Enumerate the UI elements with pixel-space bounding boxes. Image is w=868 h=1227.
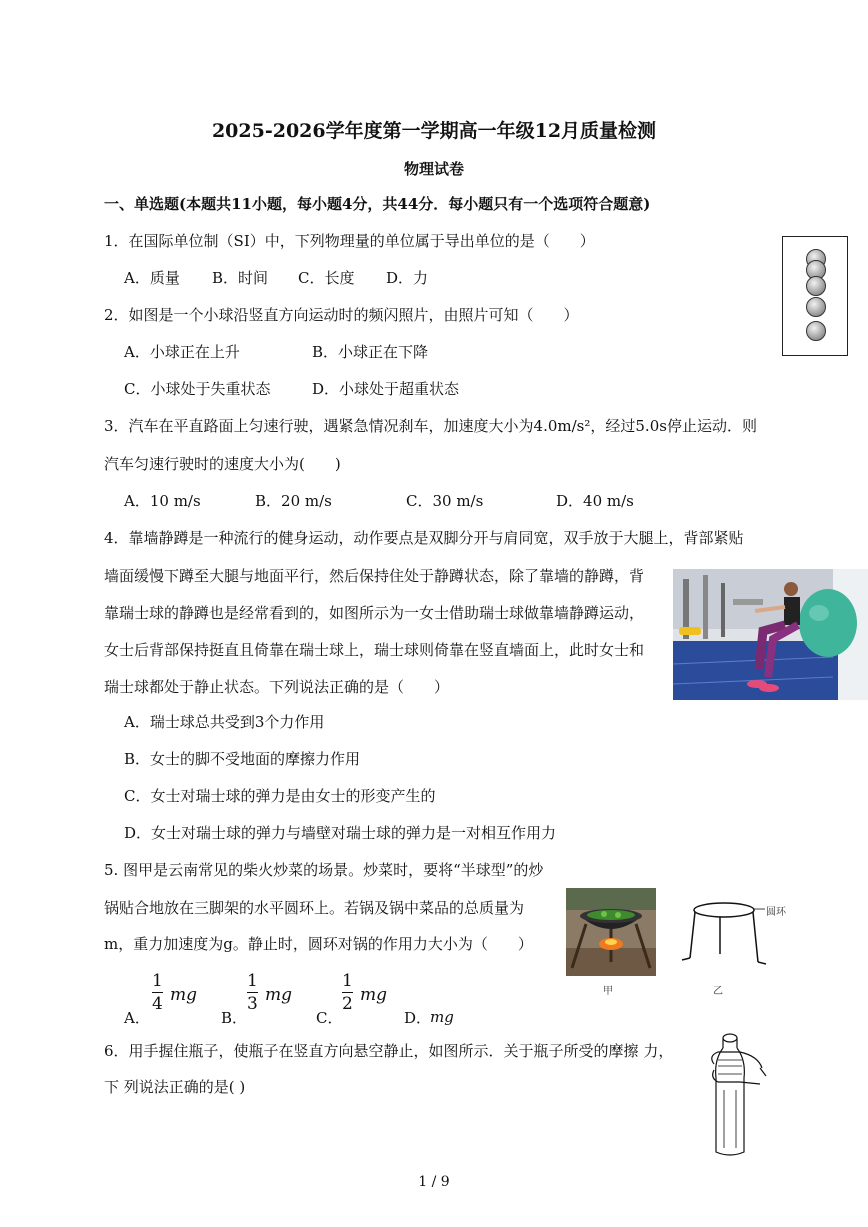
figure-label-ring: 圆环 — [766, 907, 786, 918]
figure-caption-yi: 乙 — [713, 986, 723, 997]
question-6-line2: 下 列说法正确的是( ) — [104, 1078, 246, 1096]
q4-option-c: C．女士对瑞士球的弹力是由女士的形变产生的 — [124, 787, 436, 805]
q2-option-a: A．小球正在上升 — [124, 343, 240, 361]
wall-squat-photo — [673, 569, 868, 700]
question-1-stem: 1．在国际单位制（SI）中，下列物理量的单位属于导出单位的是（ ） — [104, 232, 595, 250]
question-6-line1: 6．用手握住瓶子，使瓶子在竖直方向悬空静止，如图所示．关于瓶子所受的摩擦 力， — [104, 1042, 674, 1060]
q4-option-d: D．女士对瑞士球的弹力与墙壁对瑞士球的弹力是一对相互作用力 — [124, 824, 557, 842]
question-4-line3: 靠瑞士球的静蹲也是经常看到的，如图所示为一女士借助瑞士球做靠墙静蹲运动， — [104, 604, 645, 622]
q5-option-b-label: B． — [221, 1009, 248, 1027]
hand-bottle-figure — [700, 1030, 770, 1160]
q4-option-a: A．瑞士球总共受到3个力作用 — [124, 713, 325, 731]
question-4-line1: 4．靠墙静蹲是一种流行的健身运动，动作要点是双脚分开与肩同宽，双手放于大腿上，背部紧贴 — [104, 529, 744, 547]
q5-option-b-fraction — [247, 971, 258, 1014]
strobe-ball — [807, 277, 826, 296]
question-5-line2: 锅贴合地放在三脚架的水平圆环上。若锅及锅中菜品的总质量为 — [104, 899, 525, 917]
fraction-numerator: 1 — [342, 971, 353, 991]
q2-option-d: D．小球处于超重状态 — [312, 380, 460, 398]
q5-option-c-mg: mg — [360, 985, 388, 1005]
q5-option-c-label: C． — [316, 1009, 343, 1027]
q1-option-c: C．长度 — [298, 269, 355, 287]
question-4-line4: 女士后背部保持挺直且倚靠在瑞士球上，瑞士球则倚靠在竖直墙面上，此时女士和 — [104, 641, 645, 659]
section-heading: 一、单选题(本题共11小题，每小题4分，共44分．每小题只有一个选项符合题意) — [104, 195, 651, 213]
fraction-denominator: 4 — [152, 994, 163, 1014]
figure-caption-jia: 甲 — [603, 986, 613, 997]
tripod-ring-diagram — [678, 896, 778, 972]
q5-option-c-fraction — [342, 971, 353, 1014]
page-subtitle: 物理试卷 — [403, 160, 464, 178]
strobe-photo-figure — [782, 236, 848, 356]
q5-option-a-label: A． — [124, 1009, 150, 1027]
q2-option-b: B．小球正在下降 — [312, 343, 429, 361]
wok-photo — [566, 888, 656, 976]
q3-option-c: C．30 m/s — [406, 492, 484, 510]
page-number: 1 / 9 — [418, 1174, 450, 1190]
q2-option-c: C．小球处于失重状态 — [124, 380, 271, 398]
strobe-ball — [807, 298, 826, 317]
q3-option-d: D．40 m/s — [556, 492, 634, 510]
q5-option-a-fraction — [152, 971, 163, 1014]
fraction-numerator: 1 — [247, 971, 258, 991]
fraction-denominator: 3 — [247, 994, 258, 1014]
question-4-line5: 瑞士球都处于静止状态。下列说法正确的是（ ） — [104, 678, 450, 696]
question-4-line2: 墙面缓慢下蹲至大腿与地面平行，然后保持住处于静蹲状态，除了靠墙的静蹲，背 — [104, 567, 645, 585]
strobe-ball — [807, 322, 826, 341]
q5-option-d-label: D． — [404, 1009, 432, 1027]
q5-option-a-mg: mg — [170, 985, 198, 1005]
q1-option-a: A．质量 — [124, 269, 180, 287]
fraction-denominator: 2 — [342, 994, 353, 1014]
q3-option-a: A．10 m/s — [124, 492, 201, 510]
page-title: 2025-2026学年度第一学期高一年级12月质量检测 — [211, 120, 657, 142]
q5-option-d-mg: mg — [430, 1008, 454, 1026]
question-3-stem-line2: 汽车匀速行驶时的速度大小为( ) — [104, 455, 341, 473]
fraction-numerator: 1 — [152, 971, 163, 991]
question-5-line1: 5. 图甲是云南常见的柴火炒菜的场景。炒菜时，要将“半球型”的炒 — [104, 861, 544, 879]
question-2-stem: 2．如图是一个小球沿竖直方向运动时的频闪照片，由照片可知（ ） — [104, 306, 579, 324]
question-3-stem-line1: 3．汽车在平直路面上匀速行驶，遇紧急情况刹车，加速度大小为4.0m/s²，经过5.0s停止运动．则 — [104, 417, 757, 435]
q5-option-b-mg: mg — [265, 985, 293, 1005]
q3-option-b: B．20 m/s — [255, 492, 332, 510]
q1-option-b: B．时间 — [212, 269, 269, 287]
question-5-line3: m，重力加速度为g。静止时，圆环对锅的作用力大小为（ ） — [104, 935, 533, 953]
q1-option-d: D．力 — [386, 269, 429, 287]
q4-option-b: B．女士的脚不受地面的摩擦力作用 — [124, 750, 361, 768]
